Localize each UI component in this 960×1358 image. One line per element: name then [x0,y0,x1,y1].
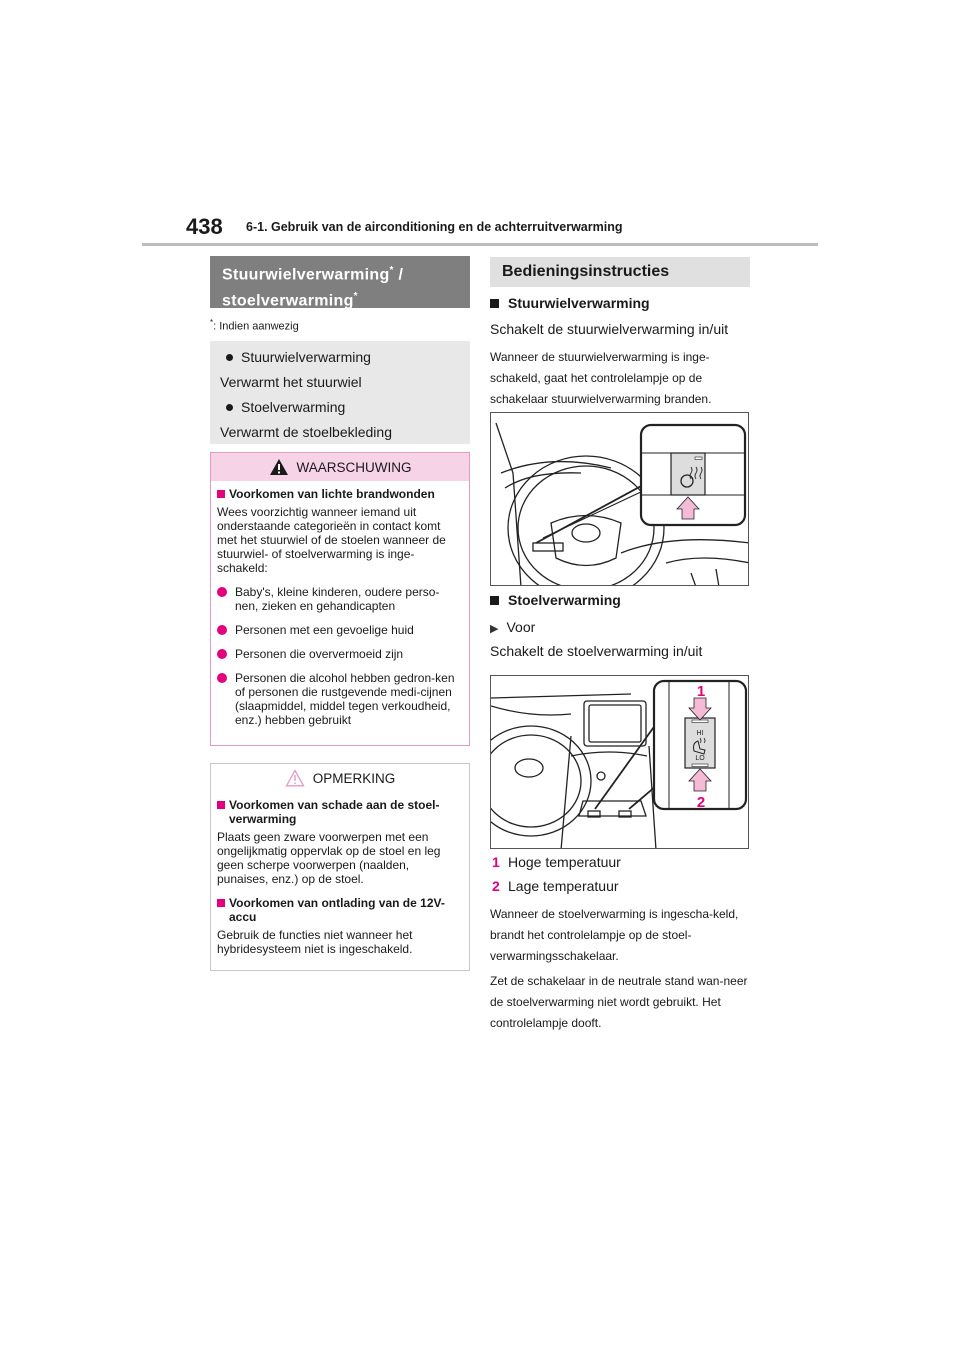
footnote-marker: * [210,318,214,327]
bullet-dot-icon [226,354,233,361]
steering-info: Wanneer de stuurwielverwarming is inge-schakeld, gaat het controlelampje op de schakelaar stuurwielverwarming branden. [490,350,712,406]
note-box [210,763,470,971]
warning-subhead-text: Voorkomen van lichte brandwonden [229,487,435,501]
figure-callout-1: 1 [696,683,706,700]
note-title: OPMERKING [312,770,396,786]
figure-callout-2: 2 [696,794,706,811]
warning-box [210,452,470,746]
pink-dot-icon [217,625,227,635]
legend-label: Hoge temperatuur [508,854,621,870]
warning-bullet-text: Baby's, kleine kinderen, oudere perso-nen, zieken en gehandicapten [235,585,440,613]
seat-heater-illustration [491,676,749,849]
steering-heater-figure [490,412,749,586]
warning-bullet-text: Personen met een gevoelige huid [235,623,414,637]
pink-dot-icon [217,587,227,597]
seat-heading-text: Stoelverwarming [508,592,621,608]
footnote-text: : Indien aanwezig [213,320,299,333]
legend-item-1 [492,854,621,870]
instructions-title: Bedieningsinstructies [490,257,750,287]
pink-dot-icon [217,673,227,683]
warning-bullet-text: Personen die oververmoeid zijn [235,647,404,661]
pink-square-icon [217,801,225,809]
warning-bullet [217,585,462,613]
chapter-title: 6-1. Gebruik van de airconditioning en de achterruitverwarming [246,220,623,234]
seat-info-1: Wanneer de stoelverwarming is ingescha-keld, brandt het controlelampje op de stoel-verwarmingsschakelaar. [490,907,739,963]
feature-label: Stoelverwarming [241,399,346,415]
feature-label: Stuurwielverwarming [241,349,371,365]
switch-hi-label: HI [696,730,704,737]
seat-info-2: Zet de schakelaar in de neutrale stand wan-neer de stoelverwarming niet wordt gebruikt. Het controlelampje dooft. [490,974,748,1030]
bullet-dot-icon [226,404,233,411]
pink-square-icon [217,490,225,498]
warning-title: WAARSCHUWING [296,459,412,475]
footnote [210,318,299,333]
steering-heading [490,295,650,311]
note-text: Gebruik de functies niet wanneer het hybridesysteem niet is ingeschakeld. [217,928,413,956]
feature-summary-box [210,341,470,444]
asterisk-1: * [389,265,394,276]
feature-desc: Verwarmt het stuurwiel [220,374,362,390]
feature-desc: Verwarmt de stoelbekleding [220,424,392,440]
warning-bullet [217,647,462,661]
section-title-sep: / [393,266,404,284]
seat-heater-figure [490,675,749,849]
feature-item [220,395,470,420]
black-square-icon [490,596,499,605]
note-subhead-text: Voorkomen van schade aan de stoel-verwarming [229,798,440,826]
seat-sub [490,619,535,635]
steering-wheel-illustration [491,413,749,586]
section-title [210,256,470,308]
triangle-right-icon: ▶ [490,623,499,635]
seat-heading [490,592,621,608]
switch-lo-label: LO [695,755,705,762]
note-header [211,764,469,792]
feature-item [220,345,470,370]
legend-number: 2 [492,878,500,894]
black-square-icon [490,299,499,308]
section-title-line2: stoelverwarming [222,292,354,310]
warning-triangle-icon [269,458,289,476]
pink-dot-icon [217,649,227,659]
warning-subhead [217,487,462,501]
warning-bullet-text: Personen die alcohol hebben gedron-ken of personen die rustgevende medi-cijnen (slaapmiddel, middel tegen verkoudheid, enz.) hebben gebruikt [235,671,455,727]
page-number: 438 [186,214,223,239]
steering-action: Schakelt de stuurwielverwarming in/uit [490,321,729,337]
warning-bullet [217,671,462,727]
asterisk-2: * [353,291,358,303]
note-subhead-text: Voorkomen van ontlading van de 12V-accu [229,896,445,924]
seat-action: Schakelt de stoelverwarming in/uit [490,643,703,659]
steering-heading-text: Stuurwielverwarming [508,295,650,311]
legend-number: 1 [492,854,500,870]
section-title-line1: Stuurwielverwarming [222,266,390,284]
seat-sub-text: Voor [506,619,536,635]
warning-header [211,453,469,481]
note-text: Plaats geen zware voorwerpen met een ongelijkmatig oppervlak op de stoel en leg geen scherpe voorwerpen (naalden, punaises, enz.) op de stoel. [217,830,441,886]
legend-item-2 [492,878,619,894]
warning-bullet [217,623,462,637]
legend-label: Lage temperatuur [508,878,619,894]
note-subhead [217,798,462,826]
note-subhead [217,896,462,924]
pink-square-icon [217,899,225,907]
warning-intro: Wees voorzichtig wanneer iemand uit onderstaande categorieën in contact komt met het stuurwiel of de stoelen wanneer de stuurwiel- of stoelverwarming is inge-schakeld: [217,505,446,575]
header-rule [142,243,818,246]
caution-outline-icon [285,769,305,787]
